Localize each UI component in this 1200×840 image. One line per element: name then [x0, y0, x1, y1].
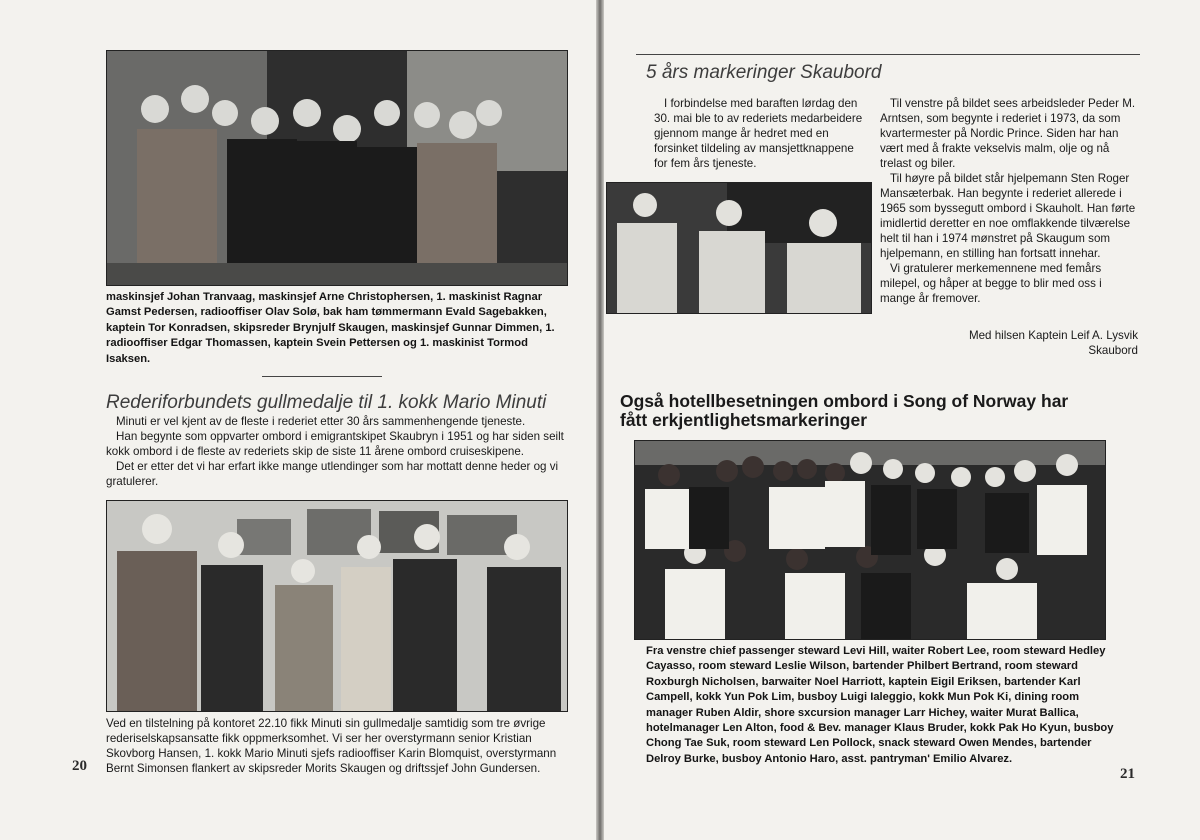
divider-line [262, 376, 382, 377]
signature [880, 328, 1138, 358]
article-paragraph: I forbindelse med baraften lørdag den 30. mai ble to av rederiets medarbeidere gjennom mange år hedret med en forsinket tildeling av mansjettknappene for fem års tjeneste. [654, 97, 863, 170]
top-rule [636, 54, 1140, 55]
medal-ceremony-photo [106, 500, 568, 712]
left-page [0, 0, 596, 840]
article-paragraph: Vi gratulerer merkemennene med femårs milepel, og håper at begge to blir med oss i mange år fremover. [880, 262, 1102, 305]
signature-name: Med hilsen Kaptein Leif A. Lysvik [968, 329, 1138, 342]
article-paragraph: Han begynte som oppvarter ombord i emigrantskipet Skaubryn i 1951 og har siden seilt kokk ombord i de fleste av rederiets skip de siste 11 årene ombord cruiseskipene. [106, 430, 564, 458]
officers-photo-caption: maskinsjef Johan Tranvaag, maskinsjef Arne Christophersen, 1. maskinist Ragnar Gamst Pedersen, radiooffiser Olav Solø, bak ham tømmermann Evald Sagebakken, kaptein Tor Konradsen, skipsreder Brynjulf Skaugen, maskinsjef Gunnar Dimmen, 1. radiooffiser Edgar Thomassen, kaptein Svein Pettersen og 1. maskinist Tormod Isaksen. [106, 291, 555, 365]
gold-medal-article-title: Rederiforbundets gullmedalje til 1. kokk Mario Minuti [106, 392, 547, 413]
hotel-crew-group-photo [634, 440, 1106, 640]
hotel-crew-article-title: Også hotellbesetningen ombord i Song of Norway har fått erkjentlighetsmarkeringer [620, 391, 1069, 430]
five-year-col2 [880, 96, 1138, 306]
book-gutter [596, 0, 604, 840]
hotel-crew-caption: Fra venstre chief passenger steward Levi Hill, waiter Robert Lee, room steward Hedley Cayasso, room steward Leslie Wilson, bartender Philbert Bertrand, room steward Roxburgh Nicholsen, barwaiter Noel Harriott, kaptein Eigil Eriksen, bartender Karl Campell, kokk Yun Pok Lim, busboy Luigi Ialeggio, kokk Mun Pok Ki, dining room manager Ruben Aldir, shore sxcursion manager Larr Hichey, waiter Murat Ballica, hotelmanager Len Alton, food & Bev. manager Klaus Bruder, kokk Pak Ho Kyun, busboy Chong Tae Suk, room steward Len Pollock, snack steward Owen Mendes, bartender Delroy Burke, busboy Antonio Haro, asst. pantryman' Emilio Alvarez. [646, 645, 1114, 765]
article-paragraph: Til høyre på bildet står hjelpemann Sten Roger Mansæterbak. Han begynte i rederiet allerede i 1965 som byssegutt ombord i Skauholt. Han førte imidlertid deretter en noe omflakkende tilværelse helt til han i 1974 mønstret på Skaugum som hjelpemann, en stilling han fortsatt innehar. [880, 172, 1136, 260]
signature-ship: Skaubord [1088, 344, 1138, 357]
article-paragraph: Det er etter det vi har erfart ikke mange utlendinger som har mottatt denne heder og vi gratulerer. [106, 460, 559, 488]
five-year-col1 [654, 96, 868, 171]
five-year-article-title: 5 års markeringer Skaubord [646, 62, 882, 83]
medal-photo-caption: Ved en tilstelning på kontoret 22.10 fikk Minuti sin gullmedalje samtidig som tre øvrige rederiselskapsansatte fikk oppmerksomhet. Vi ser her overstyrmann senior Kristian Skovborg Hansen, 1. kokk Mario Minuti sjefs radiooffiser Karin Blomquist, overstyrmann Bernt Simonsen flankert av skipsreder Morits Skaugen og driftssjef John Gundersen. [106, 717, 557, 775]
right-page [604, 0, 1200, 840]
five-year-award-photo [606, 182, 872, 314]
article-paragraph: Til venstre på bildet sees arbeidsleder Peder M. Arntsen, som begynte i rederiet i 1973, da som kvartermester på Nordic Prince. Siden har han vært med å frakte vekselvis malm, olje og nå trelast og biler. [880, 97, 1136, 170]
page-number-left: 20 [72, 758, 87, 774]
article-paragraph: Minuti er vel kjent av de fleste i rederiet etter 30 års sammenhengende tjeneste. [116, 415, 526, 428]
page-number-right: 21 [1120, 766, 1135, 782]
gold-medal-article-body [106, 414, 570, 489]
officers-group-photo [106, 50, 568, 286]
